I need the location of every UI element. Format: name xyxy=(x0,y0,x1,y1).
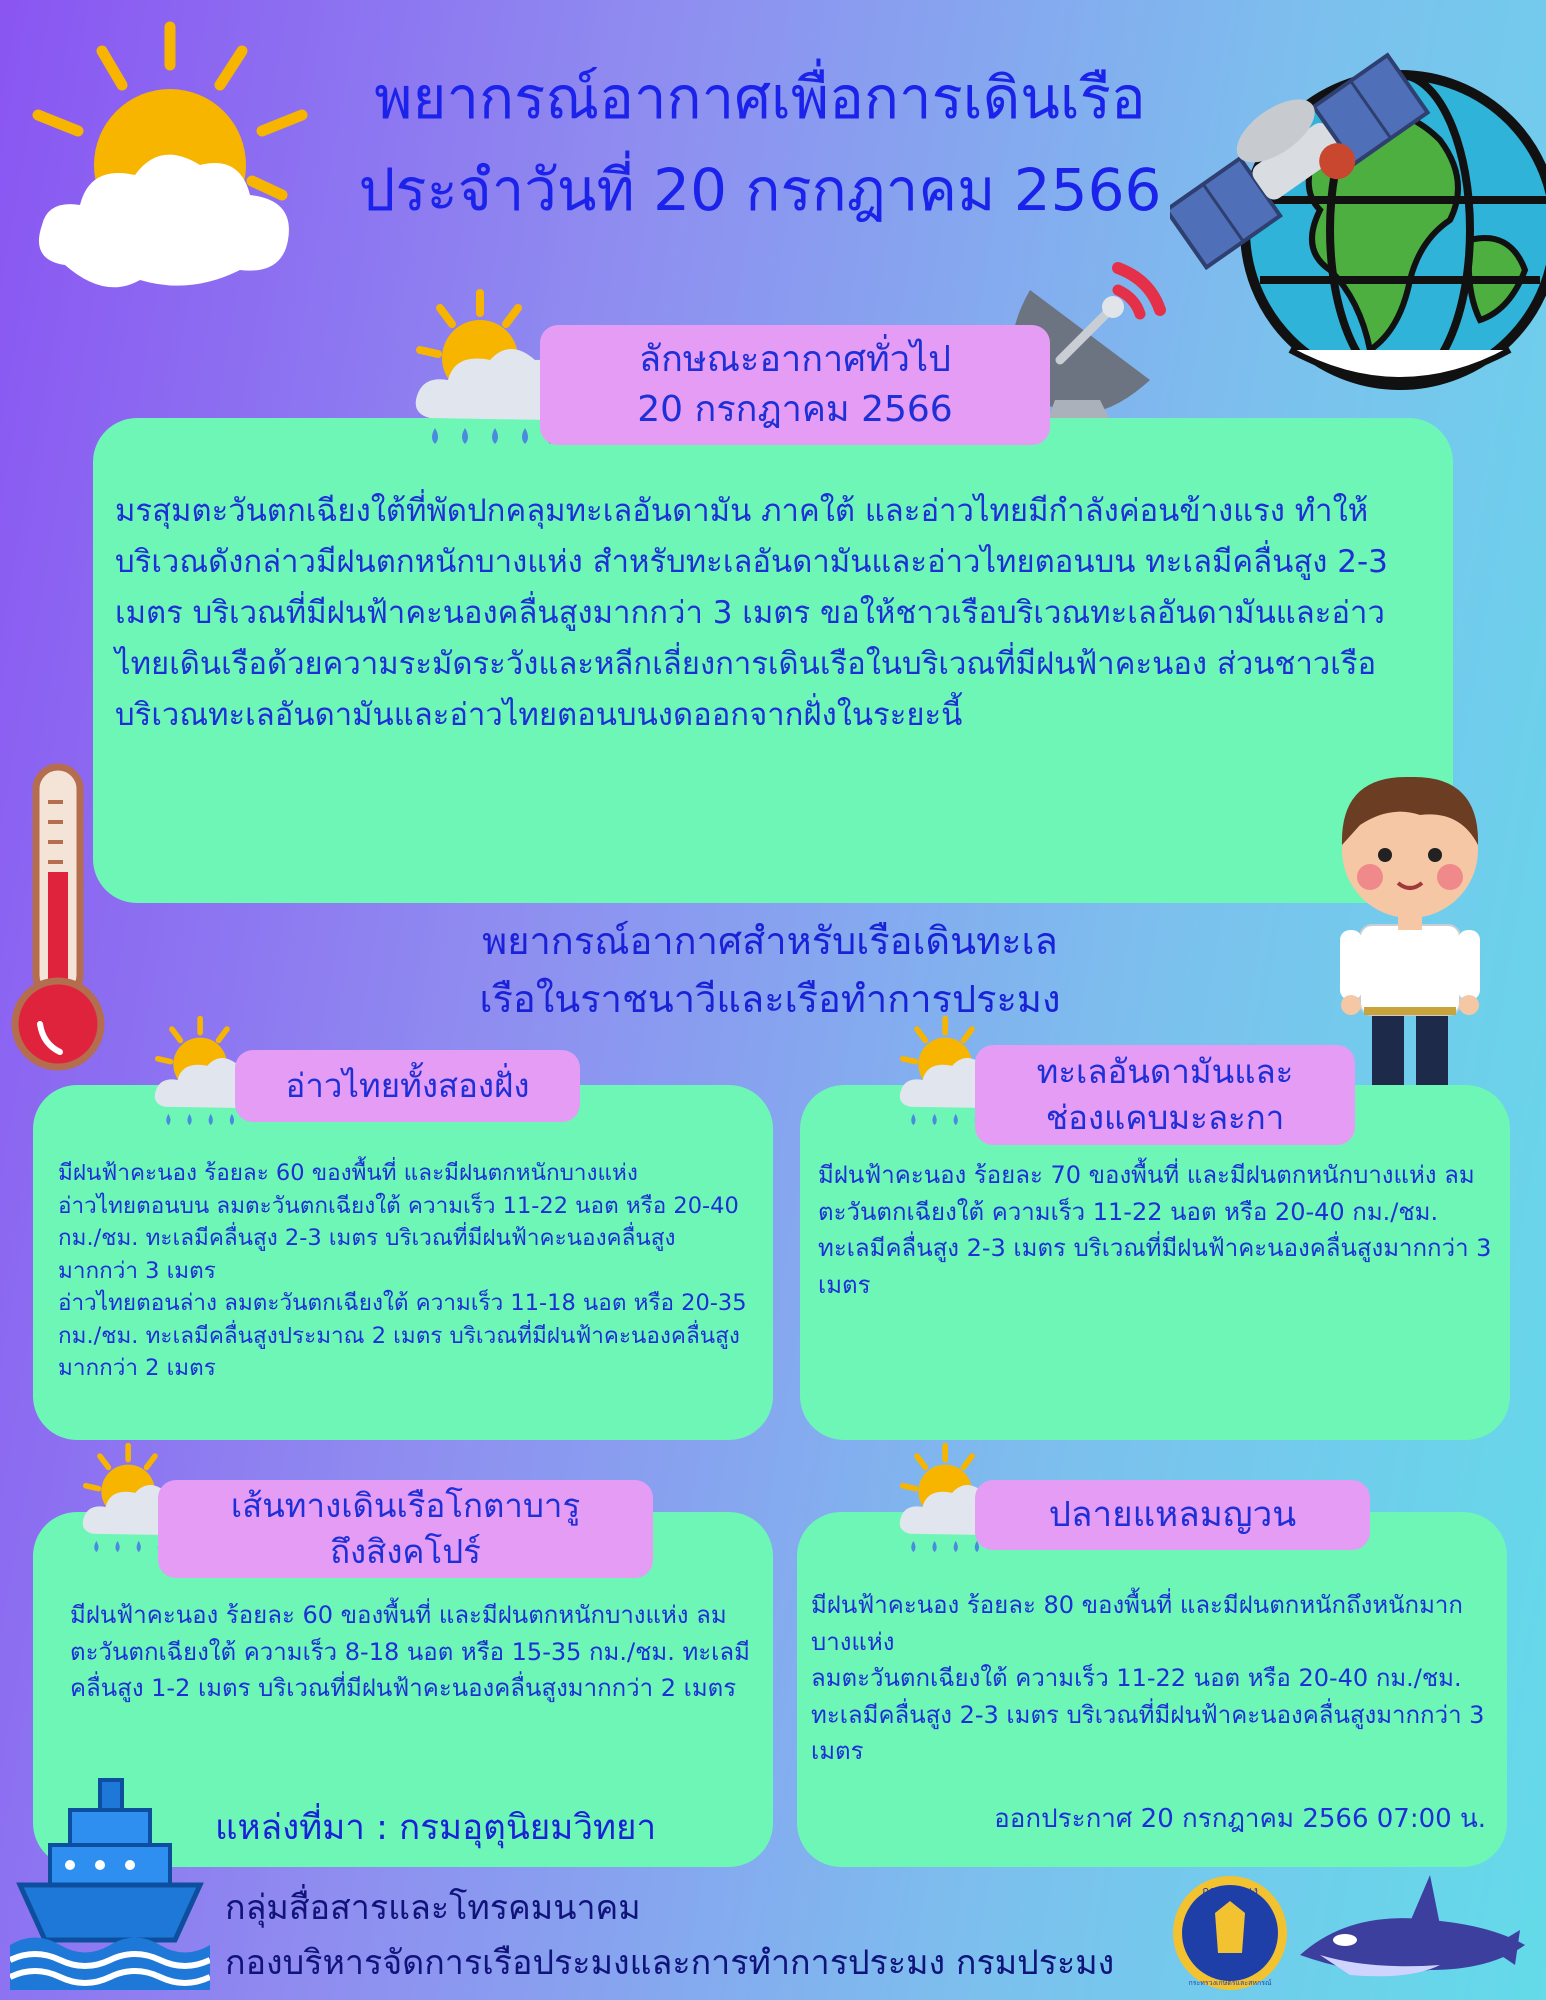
source-text: แหล่งที่มา : กรมอุตุนิยมวิทยา xyxy=(215,1808,657,1848)
gulf-text-p3: อ่าวไทยตอนล่าง ลมตะวันตกเฉียงใต้ ความเร็ว 11-18 นอต หรือ 20-35 กม./ชม. ทะเลมีคลื่นสูงประมาณ 2 เมตร บริเวณที่มีฝนฟ้าคะนองคลื่นสูงมากกว่า 2 เมตร xyxy=(58,1290,747,1381)
page-title xyxy=(290,52,1230,236)
department-of-fisheries-logo xyxy=(1170,1873,1290,1993)
orca-icon xyxy=(1290,1870,1530,2000)
general-weather-text: มรสุมตะวันตกเฉียงใต้ที่พัดปกคลุมทะเลอันดามัน ภาคใต้ และอ่าวไทยมีกำลังค่อนข้างแรง ทำให้บริเวณดังกล่าวมีฝนตกหนักบางแห่ง สำหรับทะเลอันดามันและอ่าวไทยตอนบน ทะเลมีคลื่นสูง 2-3 เมตร บริเวณที่มีฝนฟ้าคะนองคลื่นสูงมากกว่า 3 เมตร ขอให้ชาวเรือบริเวณทะเลอันดามันและอ่าวไทยเดินเรือด้วยความระมัดระวังและหลีกเลี่ยงการเดินเรือในบริเวณที่มีฝนฟ้าคะนอง ส่วนชาวเรือบริเวณทะเลอันดามันและอ่าวไทยตอนบนงดออกจากฝั่งในระยะนี้ xyxy=(115,493,1388,733)
kota-label-line-2: ถึงสิงคโปร์ xyxy=(330,1532,481,1571)
general-label-line-2: 20 กรกฎาคม 2566 xyxy=(637,389,953,430)
logo-text-bottom: กระทรวงเกษตรและสหกรณ์ xyxy=(1188,1979,1272,1987)
gulf-of-thailand-card xyxy=(33,1085,773,1440)
issued-timestamp: ออกประกาศ 20 กรกฎาคม 2566 07:00 น. xyxy=(994,1804,1486,1834)
title-line-2: ประจำวันที่ 20 กรกฎาคม 2566 xyxy=(358,156,1162,224)
forecast-heading xyxy=(340,912,1200,1028)
kota-label-line-1: เส้นทางเดินเรือโกตาบารู xyxy=(230,1485,581,1525)
camau-label-text: ปลายแหลมญวน xyxy=(1048,1494,1297,1535)
footer-department: กองบริหารจัดการเรือประมงและการทำการประมง กรมประมง xyxy=(225,1943,1115,1983)
ca-mau-label xyxy=(975,1480,1370,1550)
logo-text-top: กรมประมง xyxy=(1202,1884,1258,1898)
gulf-label-text: อ่าวไทยทั้งสองฝั่ง xyxy=(285,1065,530,1105)
gulf-forecast-text xyxy=(33,1085,773,1385)
ship-icon xyxy=(10,1775,210,1990)
andaman-label-line-2: ช่องแคบมะละกา xyxy=(1045,1098,1285,1137)
forecast-heading-line-2: เรือในราชนาวีและเรือทำการประมง xyxy=(479,977,1061,1021)
camau-text-p1: มีฝนฟ้าคะนอง ร้อยละ 80 ของพื้นที่ และมีฝนตกหนักถึงหนักมากบางแห่ง xyxy=(811,1591,1463,1656)
gulf-label xyxy=(235,1050,580,1122)
andaman-label-line-1: ทะเลอันดามันและ xyxy=(1036,1051,1294,1091)
andaman-text-p1: มีฝนฟ้าคะนอง ร้อยละ 70 ของพื้นที่ และมีฝนตกหนักบางแห่ง ลมตะวันตกเฉียงใต้ ความเร็ว 11-22 นอต หรือ 20-40 กม./ชม. ทะเลมีคลื่นสูง 2-3 เมตร บริเวณที่มีฝนฟ้าคะนองคลื่นสูงมากกว่า 3 เมตร xyxy=(818,1161,1492,1299)
general-weather-label xyxy=(540,325,1050,445)
footer-division: กลุ่มสื่อสารและโทรคมนาคม xyxy=(225,1888,641,1928)
sun-cloud-icon xyxy=(20,15,320,305)
andaman-label xyxy=(975,1045,1355,1145)
general-label-line-1: ลักษณะอากาศทั่วไป xyxy=(639,338,951,380)
gulf-text-p1: มีฝนฟ้าคะนอง ร้อยละ 60 ของพื้นที่ และมีฝนตกหนักบางแห่ง xyxy=(58,1160,638,1186)
forecast-heading-line-1: พยากรณ์อากาศสำหรับเรือเดินทะเล xyxy=(482,919,1058,963)
camau-text-p2: ลมตะวันตกเฉียงใต้ ความเร็ว 11-22 นอต หรือ 20-40 กม./ชม. ทะเลมีคลื่นสูง 2-3 เมตร บริเวณที่มีฝนฟ้าคะนองคลื่นสูงมากกว่า 3 เมตร xyxy=(811,1664,1485,1765)
kota-bharu-label xyxy=(158,1480,653,1578)
title-line-1: พยากรณ์อากาศเพื่อการเดินเรือ xyxy=(374,64,1146,132)
gulf-text-p2: อ่าวไทยตอนบน ลมตะวันตกเฉียงใต้ ความเร็ว 11-22 นอต หรือ 20-40 กม./ชม. ทะเลมีคลื่นสูง 2-3 เมตร บริเวณที่มีฝนฟ้าคะนองคลื่นสูงมากกว่า 3 เมตร xyxy=(58,1192,739,1284)
kota-text-p1: มีฝนฟ้าคะนอง ร้อยละ 60 ของพื้นที่ และมีฝนตกหนักบางแห่ง ลมตะวันตกเฉียงใต้ ความเร็ว 8-18 นอต หรือ 15-35 กม./ชม. ทะเลมีคลื่นสูง 1-2 เมตร บริเวณที่มีฝนฟ้าคะนองคลื่นสูงมากกว่า 2 เมตร xyxy=(70,1601,750,1702)
general-weather-card xyxy=(93,418,1453,903)
